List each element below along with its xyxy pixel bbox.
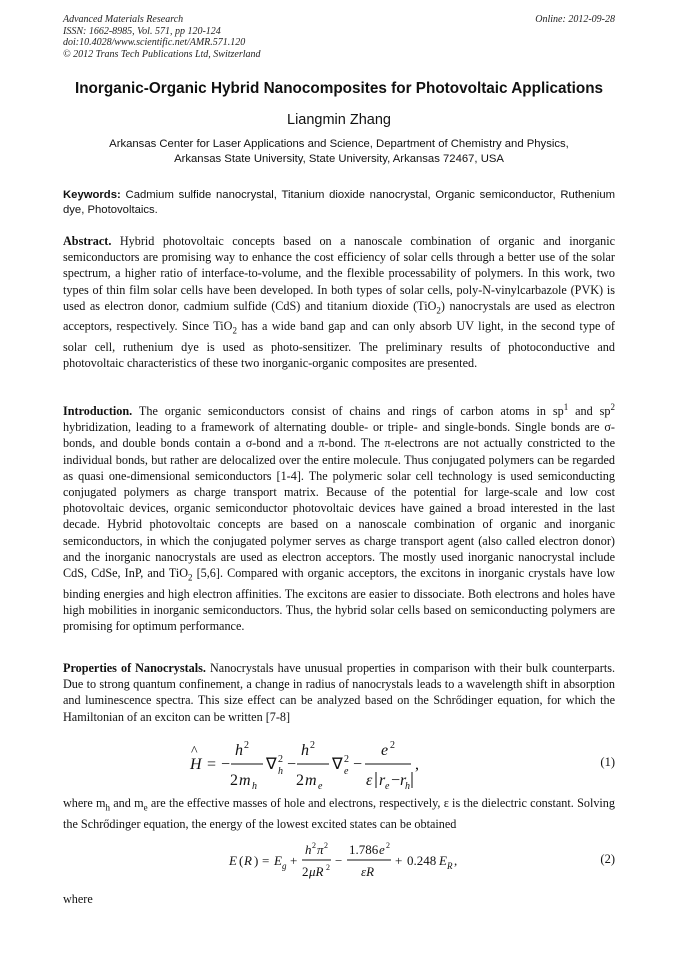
affiliation	[63, 137, 615, 167]
svg-text:): )	[254, 853, 259, 868]
svg-text:r: r	[379, 772, 386, 789]
svg-text:m: m	[239, 772, 251, 789]
svg-text:π: π	[317, 842, 324, 857]
author-name: Liangmin Zhang	[287, 112, 391, 128]
svg-text:μR: μR	[309, 864, 324, 879]
svg-text:∇: ∇	[332, 756, 343, 773]
abstract: Abstract. Hybrid photovoltaic concepts based on a nanoscale combination of organic and inorganic semiconductors are promising way to enhance the cost efficiency of solar cells through a better use of the solar spectrum, a higher ratio of interface-to-volume, and the flexible processability of polymers. In this work, two types of thin film solar cells have been developed. In both types of solar cells, poly-N-vinylcarbazole (PVK) is used as electron donor, cadmium sulfide (CdS) and titanium dioxide (TiO$_2$) nanocrystals are used as electron acceptors, respectively. Since TiO$_2$ has a wide band gap and can only absorb UV light, in the second type of solar cell, ruthenium dye is used as photo-sensitizer. The preliminary results of photoconductive and photovoltaic characteristics of these two inorganic-organic composites are presented.	[63, 234, 616, 371]
svg-text:1.786: 1.786	[349, 842, 379, 857]
svg-text:2: 2	[230, 772, 238, 789]
svg-text:R: R	[244, 853, 252, 868]
journal-name: Advanced Materials Research	[63, 14, 184, 25]
equation-1	[63, 735, 615, 795]
keywords	[63, 188, 615, 218]
effective-mass-paragraph: where $m_h$ and $m_e$ are the effective masses of hole and electrons, respectively, ε is the dielectric constant. Solving the Schrődinger equation, the energy of the lowest excited states can be obtained	[63, 796, 615, 831]
svg-text:=: =	[207, 756, 217, 773]
equation-2	[63, 837, 615, 897]
svg-text:e: e	[385, 781, 390, 792]
svg-text:(: (	[239, 853, 244, 868]
svg-text:2: 2	[244, 740, 249, 751]
affiliation-line-1: Arkansas Center for Laser Applications and Science, Department of Chemistry and Physics,	[109, 138, 569, 150]
svg-text:−: −	[353, 756, 363, 773]
svg-text:E: E	[229, 853, 237, 868]
svg-text:^: ^	[191, 744, 198, 759]
svg-text:ε: ε	[366, 772, 373, 789]
online-date: Online: 2012-09-28	[535, 14, 615, 25]
svg-text:∇: ∇	[266, 756, 277, 773]
svg-text:,: ,	[454, 853, 458, 868]
svg-text:R: R	[447, 861, 453, 871]
svg-text:e: e	[318, 781, 323, 792]
svg-text:e: e	[379, 842, 385, 857]
svg-text:−: −	[391, 772, 401, 789]
svg-text:2: 2	[310, 740, 315, 751]
svg-text:2: 2	[312, 841, 316, 850]
svg-text:+: +	[395, 853, 403, 868]
paper-title: Inorganic-Organic Hybrid Nanocomposites for Photovoltaic Applications	[74, 80, 604, 97]
svg-text:+: +	[290, 853, 298, 868]
svg-text:E: E	[274, 853, 282, 868]
introduction: Introduction. The organic semiconductors consist of chains and rings of carbon atoms in $sp^1$ and $sp^2$ hybridization, leading to a framework of alternating double- or triple- and single-bonds. Single bonds are σ-bonds, and double bonds contain a σ-bond and a π-bond. The π-electrons are not actually constricted to the individual bonds, but rather are delocalized over the entire molecule. Thus conjugated polymers can be regarded as quasi one-dimensional semiconductors [1-4]. The polymeric solar cell technology is used semiconducting conjugated polymers as charge transport matrix. Because of the potential for large-scale and low cost photovoltaic devices, organic semiconductor photovoltaic devices have gained a broad interested in the last decade. Hybrid photovoltaic concepts are based on a nanoscale combination of organic and inorganic semiconductors, in which the conjugated polymer serves as charge transport agent (also called electron donor) and the inorganic nanocrystals are used as electron acceptors. The mostly used inorganic nanocrystal include CdS, CdSe, InP, and TiO$_2$ [5,6]. Compared with organic acceptors, the excitons in inorganic crystals have low binding energies and high electron affinities. The excitons are easier to dissociate. Both electrons and holes have high mobilities in inorganic semiconductors. Thus, the hybrid solar cells based on semiconducting polymers are promising for optimum performance.	[63, 402, 615, 634]
svg-text:h: h	[235, 742, 243, 759]
keywords-text: Cadmium sulfide nanocrystal, Titanium dioxide nanocrystal, Organic semiconductor, Ruthenium dye, Photovoltaics.	[63, 189, 616, 216]
svg-text:0.248: 0.248	[407, 853, 437, 868]
svg-text:2: 2	[386, 841, 390, 850]
introduction-label: Introduction.	[63, 404, 133, 419]
doi-line: doi:10.4028/www.scientific.net/AMR.571.120	[63, 37, 246, 48]
svg-text:e: e	[344, 766, 349, 777]
svg-text:h: h	[252, 781, 257, 792]
svg-text:2: 2	[302, 864, 309, 879]
equation-1-number: (1)	[600, 755, 615, 769]
svg-text:−: −	[335, 853, 343, 868]
running-header	[63, 14, 261, 60]
svg-text:h: h	[305, 842, 312, 857]
copyright-line: © 2012 Trans Tech Publications Ltd, Switzerland	[63, 48, 261, 60]
equation-2-graphic	[63, 837, 615, 887]
svg-text:2: 2	[324, 841, 328, 850]
svg-text:h: h	[405, 781, 410, 792]
svg-text:e: e	[381, 742, 389, 759]
properties-section: Properties of Nanocrystals. Nanocrystals have unusual properties in comparison with their bulk counterparts. Due to strong quantum confinement, a change in radius of nanocrystals leads to a wavelength shift in absorption and luminescence spectra. This size effect can be analyzed based on the Schrődinger equation, for which the Hamiltonian of an exciton can be written [7-8]	[63, 661, 616, 724]
equation-1-graphic	[63, 735, 615, 795]
svg-text:−: −	[287, 756, 297, 773]
svg-text:r: r	[400, 772, 407, 789]
properties-label: Properties of Nanocrystals.	[63, 661, 206, 675]
equation-2-number: (2)	[600, 852, 615, 866]
svg-text:2: 2	[278, 754, 283, 765]
svg-text:,: ,	[415, 756, 419, 773]
issn-line: ISSN: 1662-8985, Vol. 571, pp 120-124	[63, 25, 221, 37]
keywords-label: Keywords:	[63, 189, 121, 201]
svg-text:εR: εR	[361, 864, 375, 879]
svg-text:m: m	[305, 772, 317, 789]
svg-text:E: E	[439, 853, 447, 868]
svg-text:−: −	[221, 756, 231, 773]
where-text: where	[63, 892, 93, 906]
affiliation-line-2: Arkansas State University, State University, Arkansas 72467, USA	[174, 153, 504, 165]
svg-text:g: g	[282, 861, 287, 871]
svg-text:=: =	[262, 853, 270, 868]
svg-text:h: h	[301, 742, 309, 759]
svg-text:2: 2	[344, 754, 349, 765]
svg-text:2: 2	[296, 772, 304, 789]
abstract-label: Abstract.	[63, 234, 112, 248]
svg-text:h: h	[278, 766, 283, 777]
svg-text:2: 2	[326, 863, 330, 872]
svg-text:H: H	[190, 756, 202, 773]
svg-text:2: 2	[390, 740, 395, 751]
